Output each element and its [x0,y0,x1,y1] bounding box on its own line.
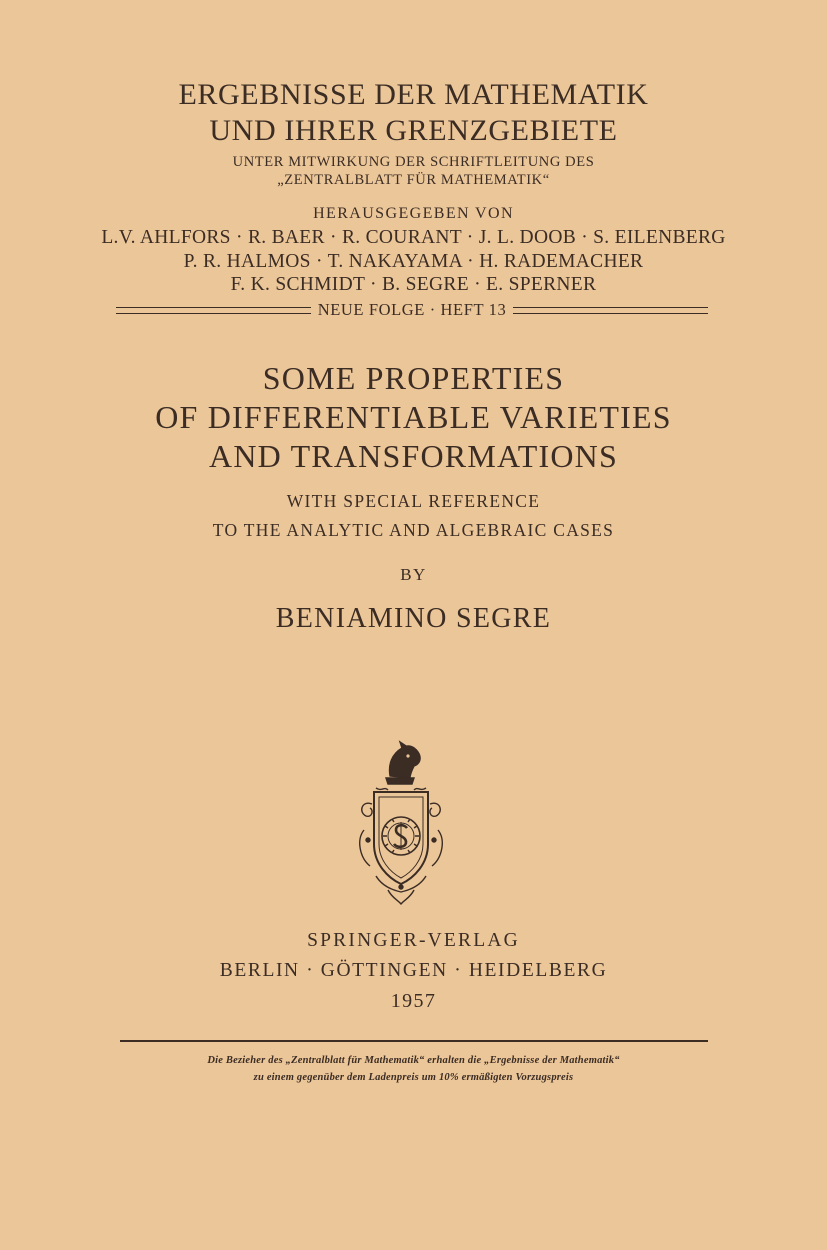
by-label: BY [400,565,427,584]
book-title-line-2: OF DIFFERENTIABLE VARIETIES [155,399,672,435]
editors-line-3: F. K. SCHMIDT · B. SEGRE · E. SPERNER [230,274,597,295]
book-title-line-1: SOME PROPERTIES [262,360,565,396]
footer-divider [120,1040,708,1042]
double-rule-left [116,307,311,314]
book-subtitle-line-1: WITH SPECIAL REFERENCE [286,491,541,511]
cooperation-line-2: „ZENTRALBLATT FÜR MATHEMATIK“ [277,172,550,188]
book-subtitle-line-2: TO THE ANALYTIC AND ALGEBRAIC CASES [212,520,615,540]
cooperation-line-1: UNTER MITWIRKUNG DER SCHRIFTLEITUNG DES [232,154,595,170]
springer-knight-emblem-icon [352,740,450,906]
series-issue-bar [116,299,708,319]
footnote-line-1: Die Bezieher des „Zentralblatt für Mathematik“ erhalten die „Ergebnisse der Mathematik“ [207,1055,620,1066]
author-name: BENIAMINO SEGRE [275,603,552,634]
editors-line-2: P. R. HALMOS · T. NAKAYAMA · H. RADEMACHER [183,251,644,272]
issue-label: NEUE FOLGE · HEFT 13 [317,299,507,319]
editors-heading: HERAUSGEGEBEN VON [313,205,514,222]
editors-line-1: L.V. AHLFORS · R. BAER · R. COURANT · J. L. DOOB · S. EILENBERG [101,227,726,248]
series-title-line-1: ERGEBNISSE DER MATHEMATIK [178,78,649,111]
footnote-line-2: zu einem gegenüber dem Ladenpreis um 10% ermäßigten Vorzugspreis [253,1072,574,1083]
book-title-line-3: AND TRANSFORMATIONS [209,438,618,474]
series-title-line-2: UND IHRER GRENZGEBIETE [209,114,618,147]
publisher-name: SPRINGER-VERLAG [307,930,520,951]
publisher-cities: BERLIN · GÖTTINGEN · HEIDELBERG [219,960,608,981]
publication-year: 1957 [390,990,437,1012]
double-rule-right [513,307,708,314]
